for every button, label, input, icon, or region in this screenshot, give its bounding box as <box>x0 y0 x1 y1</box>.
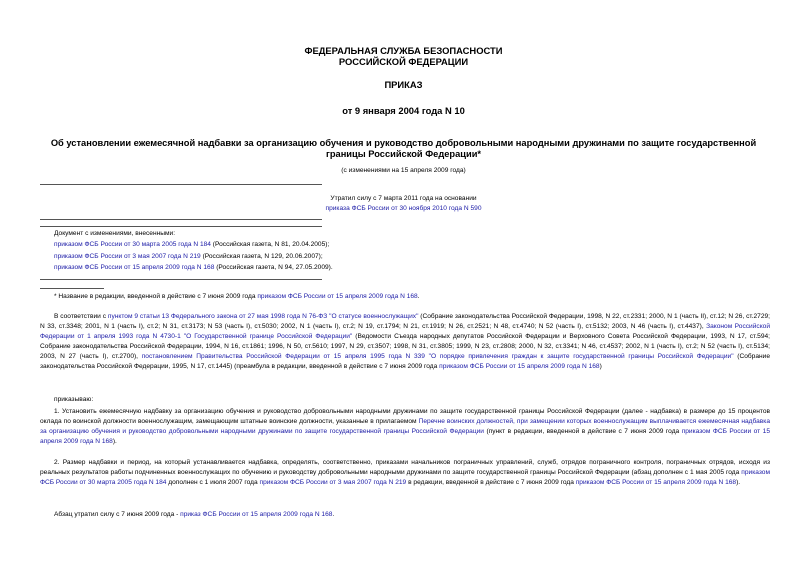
item-2-text: ). <box>736 478 741 486</box>
footnote-text: * Название в редакции, введенной в действие с 7 июня 2009 года <box>54 293 258 300</box>
expired-note: Утратил силу с 7 марта 2011 года на основании <box>330 195 477 202</box>
item-1-text: ). <box>112 437 117 445</box>
item-2b-text: Абзац утратил силу с 7 июня 2009 года - <box>54 511 181 518</box>
amendment-source: (Российская газета, N 129, 20.06.2007); <box>200 253 323 260</box>
item-2-text: 2. Размер надбавки и период, на который устанавливается надбавка, определять, соответственно, приказами начальников пограничных управлений, служб, отрядов пограничного контроля, пограничных отрядов, исходя из реальных результатов работы подчиненных военнослужащих по обучению и руководству добровольными народными дружинами по защите государственной границы Российской Федерации (абзац дополнен с 1 мая 2005 года <box>40 459 770 476</box>
preamble-text: (Собрание законодательства Российской Федерации, 1995, N 17, ст.1445) (преамбула в редакции, введенной в действие с 7 июня 2009 года <box>40 352 770 370</box>
amendment-source: (Российская газета, N 94, 27.05.2009). <box>214 264 333 271</box>
amendment-item <box>54 252 754 262</box>
positions-list-link[interactable]: Перечне воинских должностей, при замещении которых военнослужащим выплачивается ежемесячная надбавка за организацию обучения и руководство добровольными народными дружинами по защите государственной границы Российской Федерации <box>40 417 770 435</box>
doc-title: Об установлении ежемесячной надбавки за организацию обучения и руководство добровольными народными дружинами по защите государственной границы Российской Федерации* <box>50 138 757 159</box>
amendment-link[interactable]: приказом ФСБ России от 3 мая 2007 года N 219 <box>54 253 201 260</box>
expired-order-link[interactable]: приказа ФСБ России от 30 ноября 2010 года N 590 <box>325 205 482 212</box>
amendment-link[interactable]: приказом ФСБ России от 30 марта 2005 года N 184 <box>54 241 211 248</box>
amendment-item <box>54 263 754 273</box>
doc-date-number: от 9 января 2004 года N 10 <box>342 105 465 116</box>
item-2b-text: . <box>332 511 335 518</box>
item-2-order-link-2009[interactable]: приказом ФСБ России от 15 апреля 2009 года N 168 <box>575 478 737 486</box>
preamble-text: (Ведомости Съезда народных депутатов Российской Федерации и Верховного Совета Российской Федерации, 1993, N 17, ст.594; Собрание законодательства Российской Федерации, 1994, N 16, ст.1861; 1996, N 50, ст.5610; 1997, N 29, ст.3507; 1998, N 31, ст.3805; 1999, N 23, ст.2808; 2000, N 32, ст.3341; N 46, ст.4537; 2002, N 1 (часть I), ст.2; N 52 (часть I), ст.5134; 2003, N 27 (часть I), ст.2700), <box>40 332 770 360</box>
item-2b-paragraph <box>40 510 770 520</box>
amendment-source: (Российская газета, N 81, 20.04.2005); <box>210 241 330 248</box>
item-1-text: (пункт в редакции, введенной в действие с 7 июня 2009 года <box>484 427 682 435</box>
item-1-paragraph <box>40 407 770 447</box>
preamble-law-link[interactable]: пунктом 9 статьи 13 Федерального закона от 27 мая 1998 года N 76-ФЗ "О статусе военнослужащих" <box>107 313 419 320</box>
footnote <box>54 292 774 302</box>
preamble-resolution-link[interactable]: постановлением Правительства Российской Федерации от 15 апреля 1995 года N 339 "О порядке привлечения граждан к защите государственной границы Российской Федерации" <box>141 352 734 360</box>
agency-name-line1: ФЕДЕРАЛЬНАЯ СЛУЖБА БЕЗОПАСНОСТИ <box>304 45 503 56</box>
revision-note: (с изменениями на 15 апреля 2009 года) <box>341 167 466 174</box>
preamble-text: (Собрание законодательства Российской Федерации, 1998, N 22, ст.2331; 2000, N 1 (часть II), ст.12; N 26, ст.2729; N 33, ст.3348; 2001, N 1 (часть I), ст.2; N 31, ст.3173; N 53 (часть I), ст.5030; 2002, N 1 (часть I), ст.2; N 19, ст.1794; N 21, ст.1919; N 26, ст.2521; N 48, ст.4740; N 52 (часть I), ст.5132; 2003, N 46 (часть I), ст.4437), <box>40 313 770 330</box>
amendment-link[interactable]: приказом ФСБ России от 15 апреля 2009 года N 168 <box>54 264 215 271</box>
preamble-text: ) <box>599 362 602 370</box>
item-2-order-link-2007[interactable]: приказом ФСБ России от 3 мая 2007 года N 219 <box>259 478 407 486</box>
divider <box>40 219 322 220</box>
preamble-order-link[interactable]: приказом ФСБ России от 15 апреля 2009 года N 168 <box>439 362 600 370</box>
divider <box>40 279 322 280</box>
item-2-order-link-2005[interactable]: приказом ФСБ России от 30 марта 2005 года N 184 <box>40 468 770 486</box>
item-2-text: в редакции, введенной в действие с 7 июня 2009 года <box>406 478 576 486</box>
item-2b-order-link[interactable]: приказ ФСБ России от 15 апреля 2009 года N 168 <box>180 511 333 518</box>
preamble-paragraph <box>40 312 770 371</box>
item-1-text: 1. Установить ежемесячную надбавку за организацию обучения и руководство добровольными народными дружинами по защите государственной границы Российской Федерации (далее - надбавка) в размере до 15 процентов оклада по воинской должности военнослужащим, замещающим штатные воинские должности, указанные в прилагаемом <box>40 408 770 425</box>
amendment-item <box>54 240 754 250</box>
item-1-order-link[interactable]: приказом ФСБ России от 15 апреля 2009 года N 168 <box>40 427 770 445</box>
agency-name-line2: РОССИЙСКОЙ ФЕДЕРАЦИИ <box>338 56 469 67</box>
order-word: приказываю: <box>54 396 94 403</box>
item-2-text: дополнен с 1 июля 2007 года <box>166 478 260 486</box>
footnote-end: . <box>417 293 420 300</box>
preamble-text: В соответствии с <box>54 313 108 320</box>
divider <box>40 184 322 185</box>
amendments-intro: Документ с изменениями, внесенными: <box>54 230 176 237</box>
divider <box>40 226 322 227</box>
item-2-paragraph <box>40 458 770 488</box>
footnote-divider <box>40 288 104 289</box>
footnote-link[interactable]: приказом ФСБ России от 15 апреля 2009 года N 168 <box>257 293 418 300</box>
preamble-border-law-link[interactable]: Законом Российской Федерации от 1 апреля 1993 года N 4730-1 "О Государственной границе Российской Федерации" <box>40 322 771 340</box>
expired-link-line <box>0 204 807 214</box>
doc-type: ПРИКАЗ <box>384 79 423 90</box>
